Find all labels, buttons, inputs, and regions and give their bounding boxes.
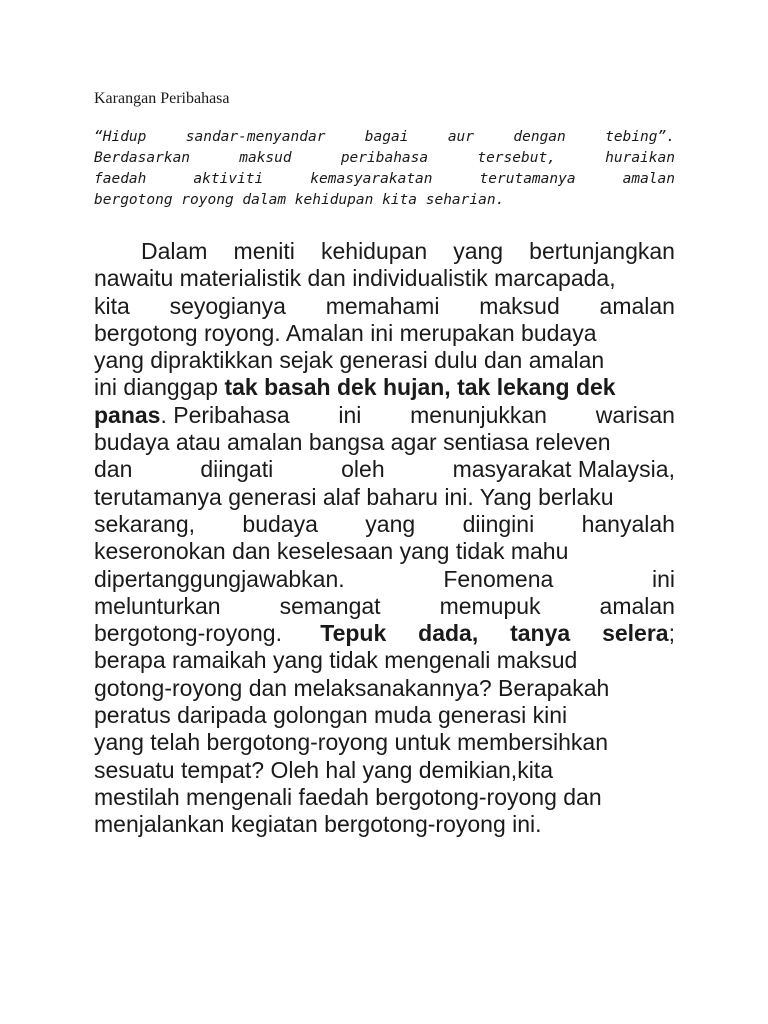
- essay-word: Dalam: [141, 238, 208, 264]
- essay-word-group: [602, 620, 675, 647]
- proverb-panas: panas: [94, 401, 161, 428]
- question-word: amalan: [622, 171, 675, 187]
- question-line-1: [94, 127, 675, 148]
- essay-word: semangat: [279, 592, 381, 619]
- essay-word-group: [94, 402, 290, 429]
- essay-word: sekarang,: [94, 510, 196, 537]
- essay-word: ini: [338, 401, 362, 428]
- essay-word: oleh: [341, 456, 385, 483]
- essay-line-20: sesuatu tempat? Oleh hal yang demikian,kita: [94, 756, 553, 783]
- question-word: bagai: [364, 129, 409, 145]
- essay-line-7: [94, 402, 675, 429]
- essay-line-1: [94, 238, 675, 265]
- essay-line-18: peratus daripada golongan muda generasi kini: [94, 702, 568, 729]
- question-word: sandar-menyandar: [185, 129, 326, 145]
- question-word: faedah: [94, 171, 147, 187]
- proverb-tak-basah: tak basah dek hujan, tak lekang dek: [224, 374, 616, 401]
- essay-word: meniti: [233, 238, 295, 264]
- essay-word: bertunjangkan: [529, 238, 675, 264]
- essay-word: yang: [365, 510, 416, 537]
- essay-line-2: nawaitu materialistik dan individualistik marcapada,: [94, 265, 616, 292]
- essay-line-17: gotong-royong dan melaksanakannya? Berapakah: [94, 674, 610, 701]
- question-word: dengan: [513, 129, 566, 145]
- essay-word: amalan: [599, 292, 675, 319]
- essay-line-8: budaya atau amalan bangsa agar sentiasa releven: [94, 429, 611, 456]
- essay-line-3: [94, 293, 675, 320]
- essay-word: yang: [453, 238, 504, 264]
- essay-line-19: yang telah bergotong-royong untuk membersihkan: [94, 729, 608, 756]
- essay-word: menunjukkan: [410, 401, 547, 428]
- essay-word: dipertanggungjawabkan.: [94, 565, 345, 592]
- proverb-tepuk-dada: selera: [602, 620, 669, 647]
- essay-word: maksud: [479, 292, 560, 319]
- essay-line-9: [94, 456, 675, 483]
- essay-line-16: berapa ramaikah yang tidak mengenali maksud: [94, 647, 578, 674]
- essay-word: dan: [94, 456, 133, 483]
- proverb-tepuk-dada: tanya: [510, 620, 571, 647]
- question-word: peribahasa: [340, 150, 429, 166]
- essay-word: memahami: [325, 292, 440, 319]
- essay-word: hanyalah: [581, 510, 675, 537]
- essay-word: memupuk: [439, 592, 541, 619]
- essay-line-15: [94, 620, 675, 647]
- question-word: aur: [447, 129, 475, 145]
- question-line-4: bergotong royong dalam kehidupan kita seharian.: [94, 192, 505, 208]
- essay-line-13: [94, 566, 675, 593]
- document-title: Karangan Peribahasa: [94, 90, 230, 107]
- essay-punctuation: ;: [668, 620, 675, 647]
- essay-line-14: [94, 593, 675, 620]
- essay-word: masyarakat Malaysia,: [452, 456, 675, 483]
- proverb-tepuk-dada: dada,: [418, 620, 479, 647]
- essay-line-5: yang dipraktikkan sejak generasi dulu dan amalan: [94, 347, 605, 374]
- question-line-2: [94, 148, 675, 169]
- question-word: kemasyarakatan: [310, 171, 433, 187]
- question-word: terutamanya: [479, 171, 576, 187]
- question-word: “Hidup: [94, 129, 147, 145]
- question-line-3: [94, 169, 675, 190]
- essay-word: bergotong-royong.: [94, 620, 289, 647]
- question-word: maksud: [239, 150, 292, 166]
- essay-word: warisan: [595, 401, 675, 428]
- question-word: tersebut,: [477, 150, 556, 166]
- essay-word: kita: [94, 292, 130, 319]
- essay-paragraph: [94, 238, 675, 839]
- essay-word: amalan: [599, 592, 675, 619]
- essay-word: melunturkan: [94, 592, 221, 619]
- essay-word: ini: [651, 565, 675, 592]
- essay-line-10: terutamanya generasi alaf baharu ini. Yang berlaku: [94, 483, 614, 510]
- essay-line-22: menjalankan kegiatan bergotong-royong ini.: [94, 811, 542, 838]
- essay-word: Fenomena: [443, 565, 554, 592]
- essay-question: [94, 127, 675, 211]
- essay-word: . Peribahasa: [160, 401, 290, 428]
- essay-word: diingini: [462, 510, 535, 537]
- essay-text: ini dianggap: [94, 374, 225, 401]
- essay-line-11: [94, 511, 675, 538]
- question-word: tebing”.: [605, 129, 675, 145]
- essay-word: kehidupan: [320, 238, 428, 264]
- question-word: Berdasarkan: [94, 150, 191, 166]
- question-word: huraikan: [605, 150, 675, 166]
- essay-line-4: bergotong royong. Amalan ini merupakan budaya: [94, 319, 597, 346]
- essay-line-6: [94, 374, 675, 401]
- essay-word: diingati: [200, 456, 274, 483]
- proverb-tepuk-dada: Tepuk: [320, 620, 387, 647]
- essay-line-12: keseronokan dan keselesaan yang tidak mahu: [94, 538, 569, 565]
- question-word: aktiviti: [193, 171, 264, 187]
- essay-word: seyogianya: [169, 292, 286, 319]
- essay-line-21: mestilah mengenali faedah bergotong-royong dan: [94, 783, 602, 810]
- essay-word: budaya: [242, 510, 318, 537]
